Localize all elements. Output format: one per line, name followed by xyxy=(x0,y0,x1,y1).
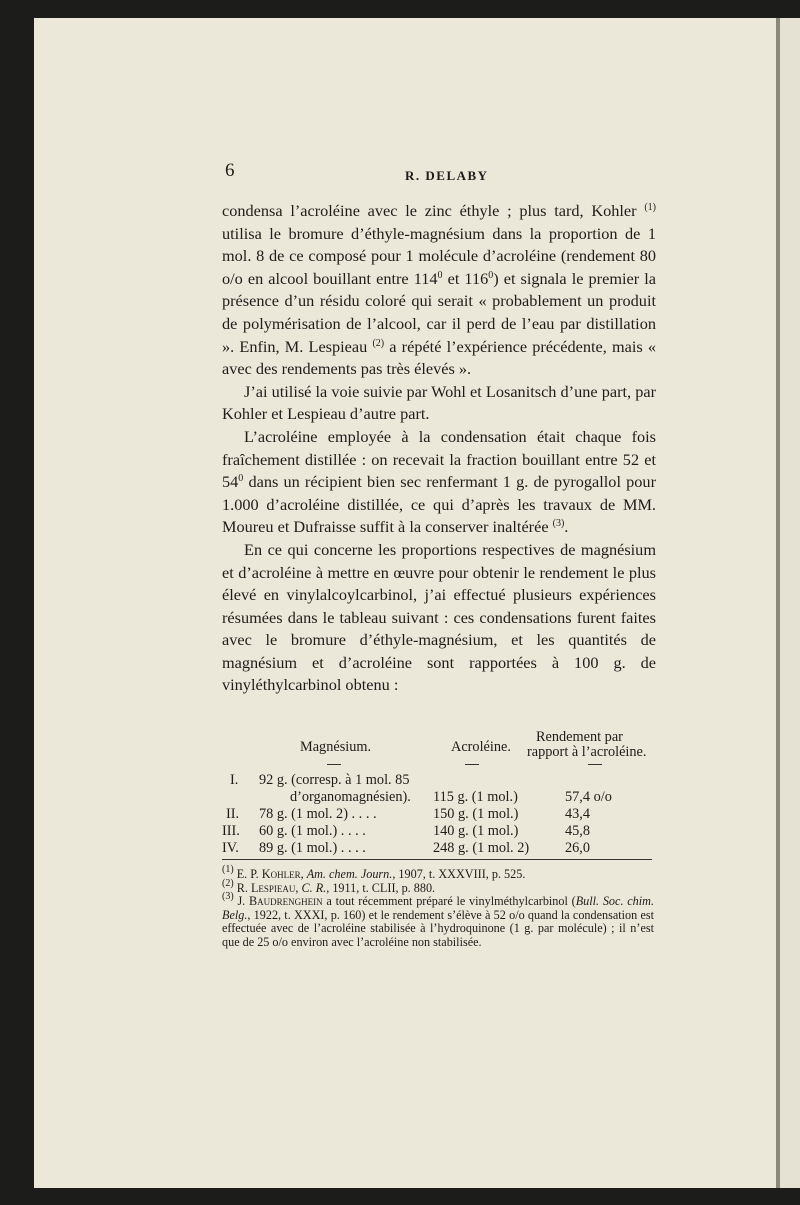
paragraph xyxy=(222,539,656,697)
footnotes xyxy=(222,864,654,950)
footnote-mark: (3) xyxy=(222,891,234,903)
text-run: , 1907, t. XXXVIII, p. 525. xyxy=(392,867,526,881)
superscript: 0 xyxy=(238,473,244,485)
text-run: R. xyxy=(233,880,251,895)
footnote xyxy=(222,864,654,882)
magnesium-cell: 78 g. (1 mol. 2) . . . . xyxy=(259,806,377,822)
text-run: E. P. xyxy=(233,867,262,881)
magnesium-cell: 92 g. (corresp. à 1 mol. 85 xyxy=(259,772,410,788)
text-run: J. xyxy=(233,894,249,909)
text-run: et 116 xyxy=(442,268,489,288)
footnote-mark: (2) xyxy=(222,877,234,889)
row-number: II. xyxy=(226,806,240,822)
magnesium-cell: 60 g. (1 mol.) . . . . xyxy=(259,823,366,839)
italic-citation: C. R. xyxy=(301,880,327,895)
author-name: Lespieau xyxy=(250,880,296,895)
text-run: , 1911, t. CLII, p. 880. xyxy=(326,880,436,895)
table-header-rendement-2: rapport à l’acroléine. xyxy=(527,744,647,760)
acroleine-cell: 115 g. (1 mol.) xyxy=(433,789,518,805)
text-run: , 1922, t. XXXI, p. 160) et le rendement s’élève à 52 o/o quand la condensation est effectuée avec de l’acroléine stabilisée à l’hydroquinone (1 g. par molécule) ; il n’est que de 25 o/o environ avec l’acroléine non stabilisée. xyxy=(222,907,654,949)
author-name: Kohler xyxy=(261,867,301,881)
text-run: ) et signala le premier la présence d’un résidu coloré qui serait « probablement un produit de polymérisation de l’alcool, car il perd de l’eau par distillation ». Enfin, M. Lespieau xyxy=(222,268,656,356)
table-header-magnesium: Magnésium. xyxy=(300,739,372,755)
text-run: , xyxy=(295,880,302,895)
text-run: dans un récipient bien sec renfermant 1 g. de pyrogallol pour 1.000 d’acroléine distillée, ce qui d’après les travaux de MM. Moureu et Dufraisse suffit à la conserver inaltérée xyxy=(222,472,656,537)
paragraph xyxy=(222,381,656,426)
header-dash xyxy=(327,764,341,765)
rendement-cell: 43,4 xyxy=(565,806,591,822)
paragraph xyxy=(222,426,656,539)
facing-page-edge xyxy=(780,18,800,1188)
page-number: 6 xyxy=(225,160,235,181)
rendement-cell: 26,0 xyxy=(565,840,591,856)
table-header-rendement-1: Rendement par xyxy=(536,729,623,745)
row-number: III. xyxy=(222,823,240,839)
footnote-rule xyxy=(222,859,652,860)
text-run: utilisa le bromure d’éthyle-magnésium dans la proportion de 1 mol. 8 de ce composé pour 1 molécule d’acroléine (rendement 80 o/o en alcool bouillant entre 114 xyxy=(222,223,656,288)
rendement-cell: 45,8 xyxy=(565,823,591,839)
superscript: (1) xyxy=(644,202,656,213)
paragraph xyxy=(222,200,656,381)
acroleine-cell: 248 g. (1 mol. 2) xyxy=(433,840,530,856)
text-run: a répété l’expérience précédente, mais « avec des rendements pas très élevés ». xyxy=(222,336,656,379)
text-run: a tout récemment préparé le vinylméthylcarbinol ( xyxy=(322,894,576,909)
text-run: J’ai utilisé la voie suivie par Wohl et Losanitsch d’une part, par Kohler et Lespieau d’autre part. xyxy=(222,381,656,424)
italic-citation: Bull. Soc. chim. Belg. xyxy=(222,894,654,922)
superscript: 0 xyxy=(437,269,443,281)
acroleine-cell: 150 g. (1 mol.) xyxy=(433,806,519,822)
table-header-acroleine: Acroléine. xyxy=(451,739,511,755)
superscript: 0 xyxy=(488,269,494,281)
text-run: En ce qui concerne les proportions respectives de magnésium et d’acroléine à mettre en œuvre pour obtenir le rendement le plus élevé en vinylalcoylcarbinol, j’ai effectué plusieurs expériences résumées dans le tableau suivant : ces condensations furent faites avec le bromure d’éthyle-magnésium, et les quantités de magnésium et d’acroléine sont rapportées à 100 g. de vinyléthylcarbinol obtenu : xyxy=(222,539,656,695)
footnote-mark: (1) xyxy=(222,864,234,875)
running-head: R. DELABY xyxy=(405,168,489,183)
header-dash xyxy=(588,764,602,765)
text-run: , xyxy=(300,867,307,881)
superscript: (2) xyxy=(372,337,385,349)
text-run: L’acroléine employée à la condensation était chaque fois fraîchement distillée : on recevait la fraction bouillant entre 52 et 54 xyxy=(222,426,656,492)
text-run: . xyxy=(564,517,569,537)
author-name: Baudrenghein xyxy=(249,894,323,909)
text-run: condensa l’acroléine avec le zinc éthyle ; plus tard, Kohler xyxy=(222,201,645,220)
superscript: (3) xyxy=(552,518,565,530)
rendement-cell: 57,4 o/o xyxy=(565,789,612,805)
italic-citation: Am. chem. Journ. xyxy=(306,867,393,881)
acroleine-cell: 140 g. (1 mol.) xyxy=(433,823,519,839)
header-dash xyxy=(465,764,479,765)
magnesium-cell: 89 g. (1 mol.) . . . . xyxy=(259,840,366,856)
row-number: IV. xyxy=(222,840,239,856)
magnesium-cell-cont: d’organomagnésien). xyxy=(290,789,411,805)
row-number: I. xyxy=(230,772,239,788)
body-text xyxy=(222,200,656,697)
footnote xyxy=(222,891,654,949)
